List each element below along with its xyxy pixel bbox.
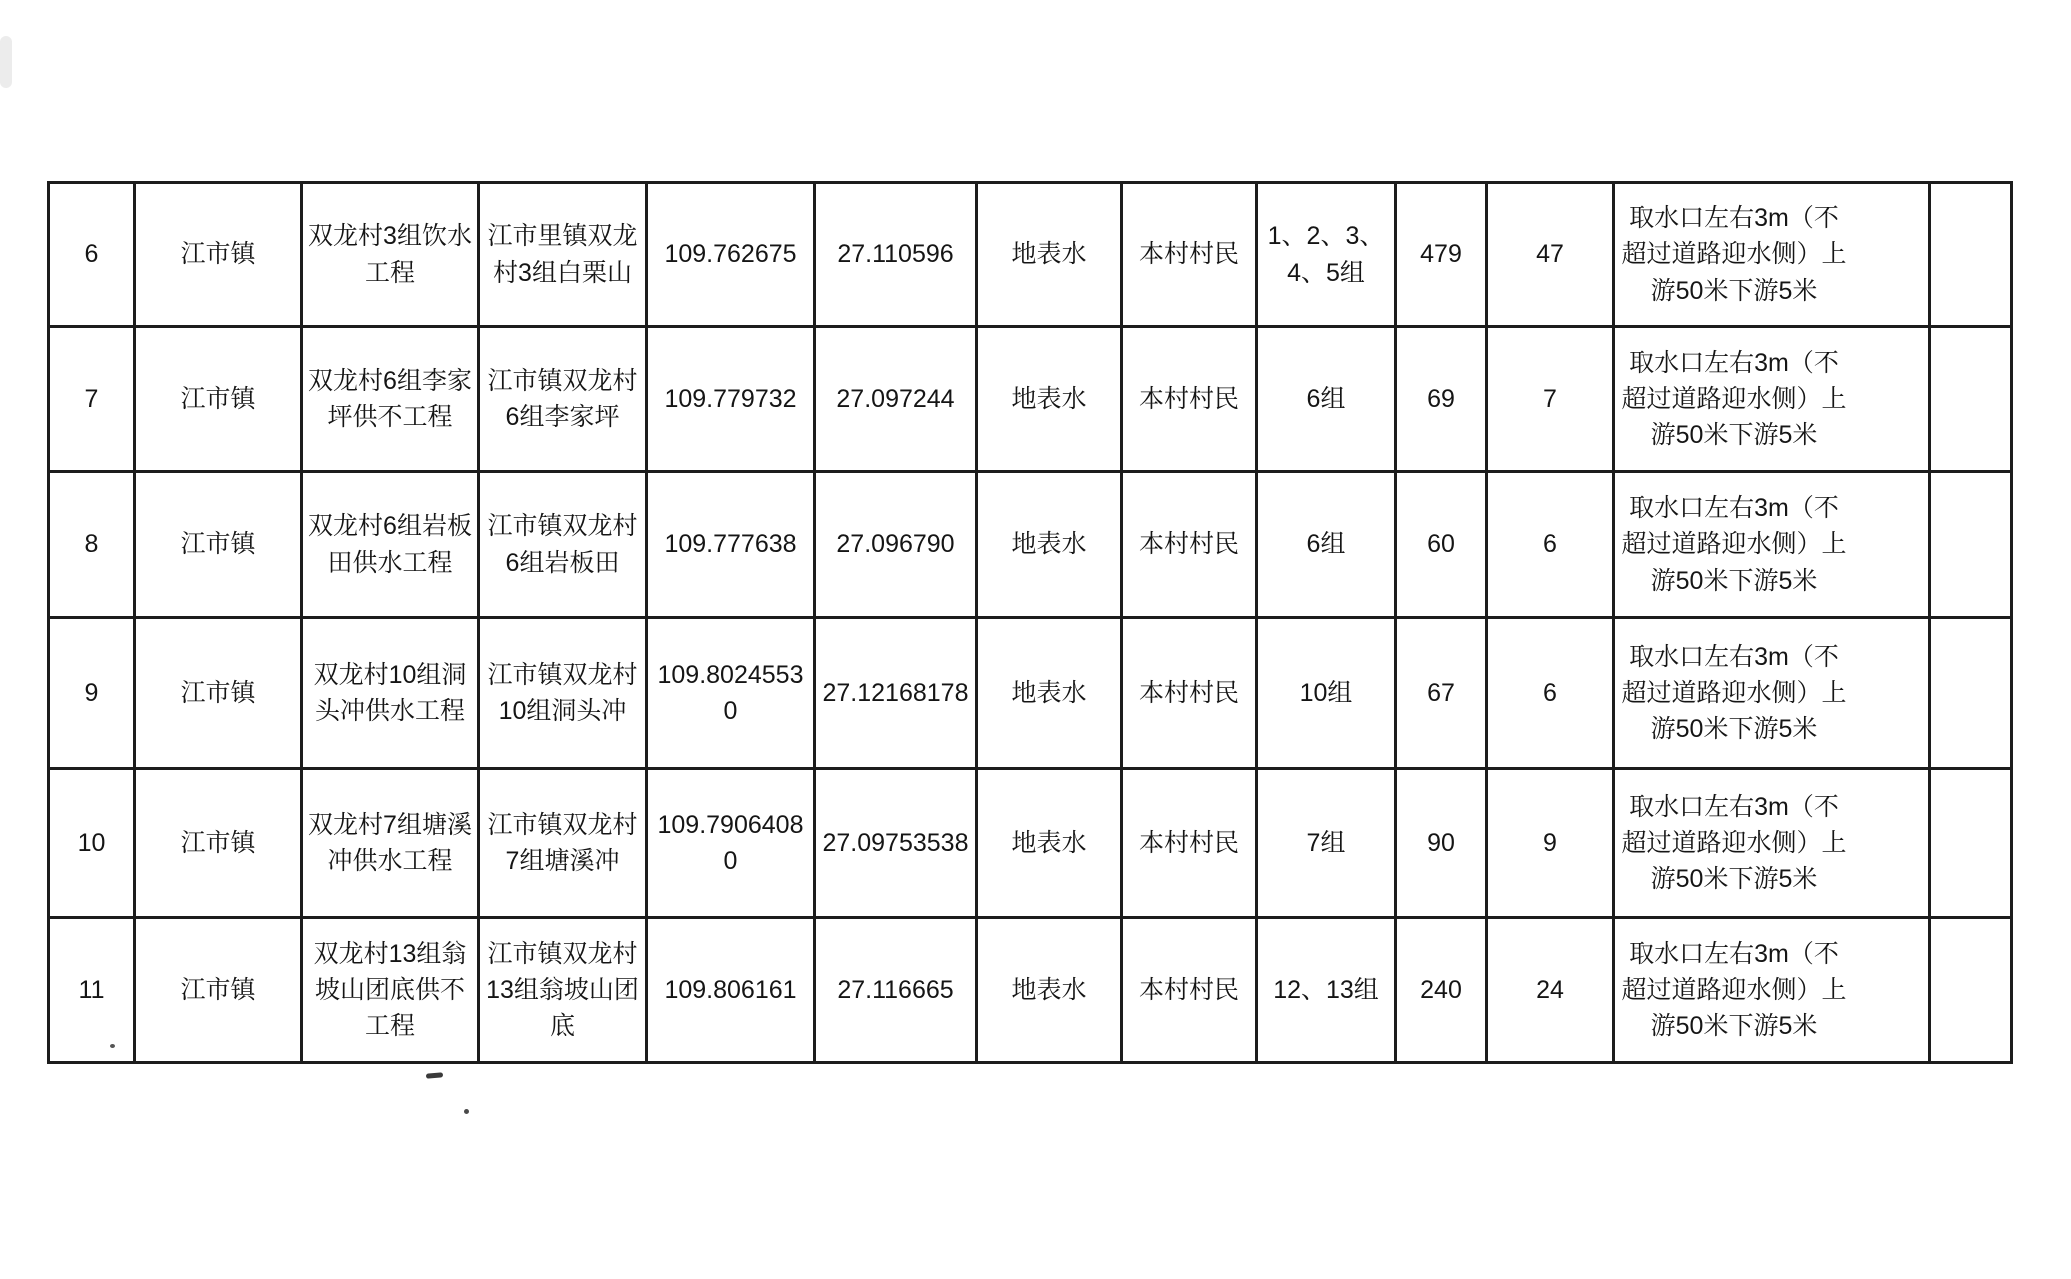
protection-scope-text: 取水口左右3m（不超过道路迎水侧）上游50米下游5米 <box>1621 494 1847 595</box>
cell-population: 60 <box>1396 472 1487 618</box>
cell-benefited-groups: 7组 <box>1257 769 1396 918</box>
cell-location: 江市镇双龙村10组洞头冲 <box>479 618 647 769</box>
cell-latitude: 27.09753538 <box>815 769 977 918</box>
cell-project-name: 双龙村10组洞头冲供水工程 <box>302 618 479 769</box>
cell-index: 8 <box>49 472 135 618</box>
cell-population: 240 <box>1396 918 1487 1063</box>
cell-latitude: 27.110596 <box>815 183 977 327</box>
scan-artifact-dot <box>464 1109 469 1114</box>
cell-water-source-type: 地表水 <box>977 769 1122 918</box>
cell-town: 江市镇 <box>135 327 302 472</box>
table-row <box>49 327 2012 472</box>
cell-households: 6 <box>1487 618 1614 769</box>
cell-index: 6 <box>49 183 135 327</box>
protection-scope-text: 取水口左右3m（不超过道路迎水侧）上游50米下游5米 <box>1621 792 1847 894</box>
cell-benefited-groups: 6组 <box>1257 472 1396 618</box>
cell-population: 90 <box>1396 769 1487 918</box>
cell-remark <box>1930 327 2012 472</box>
cell-latitude: 27.097244 <box>815 327 977 472</box>
scan-artifact-smudge <box>0 36 12 88</box>
water-supply-table <box>47 181 2013 1064</box>
cell-project-name: 双龙村6组李家坪供不工程 <box>302 327 479 472</box>
cell-longitude: 109.806161 <box>647 918 815 1063</box>
cell-location: 江市里镇双龙村3组白栗山 <box>479 183 647 327</box>
cell-project-name: 双龙村13组翁坡山团底供不工程 <box>302 918 479 1063</box>
cell-protection-scope <box>1614 769 1930 918</box>
cell-town: 江市镇 <box>135 618 302 769</box>
protection-scope-text: 取水口左右3m（不超过道路迎水侧）上游50米下游5米 <box>1621 204 1847 305</box>
cell-index: 10 <box>49 769 135 918</box>
cell-town: 江市镇 <box>135 472 302 618</box>
protection-scope-text: 取水口左右3m（不超过道路迎水侧）上游50米下游5米 <box>1621 348 1847 450</box>
cell-water-users: 本村村民 <box>1122 327 1257 472</box>
cell-households: 47 <box>1487 183 1614 327</box>
table-row <box>49 769 2012 918</box>
cell-households: 6 <box>1487 472 1614 618</box>
table-row <box>49 918 2012 1063</box>
cell-water-source-type: 地表水 <box>977 472 1122 618</box>
cell-water-users: 本村村民 <box>1122 918 1257 1063</box>
table-row <box>49 618 2012 769</box>
cell-index: 9 <box>49 618 135 769</box>
cell-water-users: 本村村民 <box>1122 472 1257 618</box>
cell-location: 江市镇双龙村7组塘溪冲 <box>479 769 647 918</box>
cell-project-name: 双龙村6组岩板田供水工程 <box>302 472 479 618</box>
cell-water-source-type: 地表水 <box>977 618 1122 769</box>
cell-longitude: 109.779732 <box>647 327 815 472</box>
cell-location: 江市镇双龙村6组李家坪 <box>479 327 647 472</box>
cell-location: 江市镇双龙村13组翁坡山团底 <box>479 918 647 1063</box>
cell-water-source-type: 地表水 <box>977 327 1122 472</box>
cell-town: 江市镇 <box>135 183 302 327</box>
cell-water-users: 本村村民 <box>1122 769 1257 918</box>
cell-index: 7 <box>49 327 135 472</box>
cell-population: 69 <box>1396 327 1487 472</box>
cell-longitude: 109.79064080 <box>647 769 815 918</box>
cell-protection-scope <box>1614 618 1930 769</box>
cell-protection-scope <box>1614 327 1930 472</box>
cell-project-name: 双龙村3组饮水工程 <box>302 183 479 327</box>
cell-index: 11 <box>49 918 135 1063</box>
table-row <box>49 183 2012 327</box>
cell-water-users: 本村村民 <box>1122 183 1257 327</box>
cell-town: 江市镇 <box>135 769 302 918</box>
cell-protection-scope <box>1614 472 1930 618</box>
cell-remark <box>1930 769 2012 918</box>
table-row <box>49 472 2012 618</box>
cell-remark <box>1930 183 2012 327</box>
cell-project-name: 双龙村7组塘溪冲供水工程 <box>302 769 479 918</box>
cell-protection-scope <box>1614 183 1930 327</box>
cell-benefited-groups: 10组 <box>1257 618 1396 769</box>
cell-latitude: 27.116665 <box>815 918 977 1063</box>
cell-longitude: 109.777638 <box>647 472 815 618</box>
cell-benefited-groups: 1、2、3、4、5组 <box>1257 183 1396 327</box>
protection-scope-text: 取水口左右3m（不超过道路迎水侧）上游50米下游5米 <box>1621 939 1847 1041</box>
cell-households: 7 <box>1487 327 1614 472</box>
cell-town: 江市镇 <box>135 918 302 1063</box>
cell-latitude: 27.096790 <box>815 472 977 618</box>
cell-households: 9 <box>1487 769 1614 918</box>
cell-population: 479 <box>1396 183 1487 327</box>
cell-water-source-type: 地表水 <box>977 183 1122 327</box>
protection-scope-text: 取水口左右3m（不超过道路迎水侧）上游50米下游5米 <box>1621 642 1847 744</box>
cell-protection-scope <box>1614 918 1930 1063</box>
scan-artifact-dash <box>426 1072 443 1078</box>
cell-remark <box>1930 472 2012 618</box>
cell-households: 24 <box>1487 918 1614 1063</box>
cell-water-source-type: 地表水 <box>977 918 1122 1063</box>
cell-population: 67 <box>1396 618 1487 769</box>
cell-location: 江市镇双龙村6组岩板田 <box>479 472 647 618</box>
cell-remark <box>1930 618 2012 769</box>
cell-remark <box>1930 918 2012 1063</box>
cell-benefited-groups: 6组 <box>1257 327 1396 472</box>
cell-longitude: 109.80245530 <box>647 618 815 769</box>
cell-longitude: 109.762675 <box>647 183 815 327</box>
cell-benefited-groups: 12、13组 <box>1257 918 1396 1063</box>
cell-latitude: 27.12168178 <box>815 618 977 769</box>
cell-water-users: 本村村民 <box>1122 618 1257 769</box>
